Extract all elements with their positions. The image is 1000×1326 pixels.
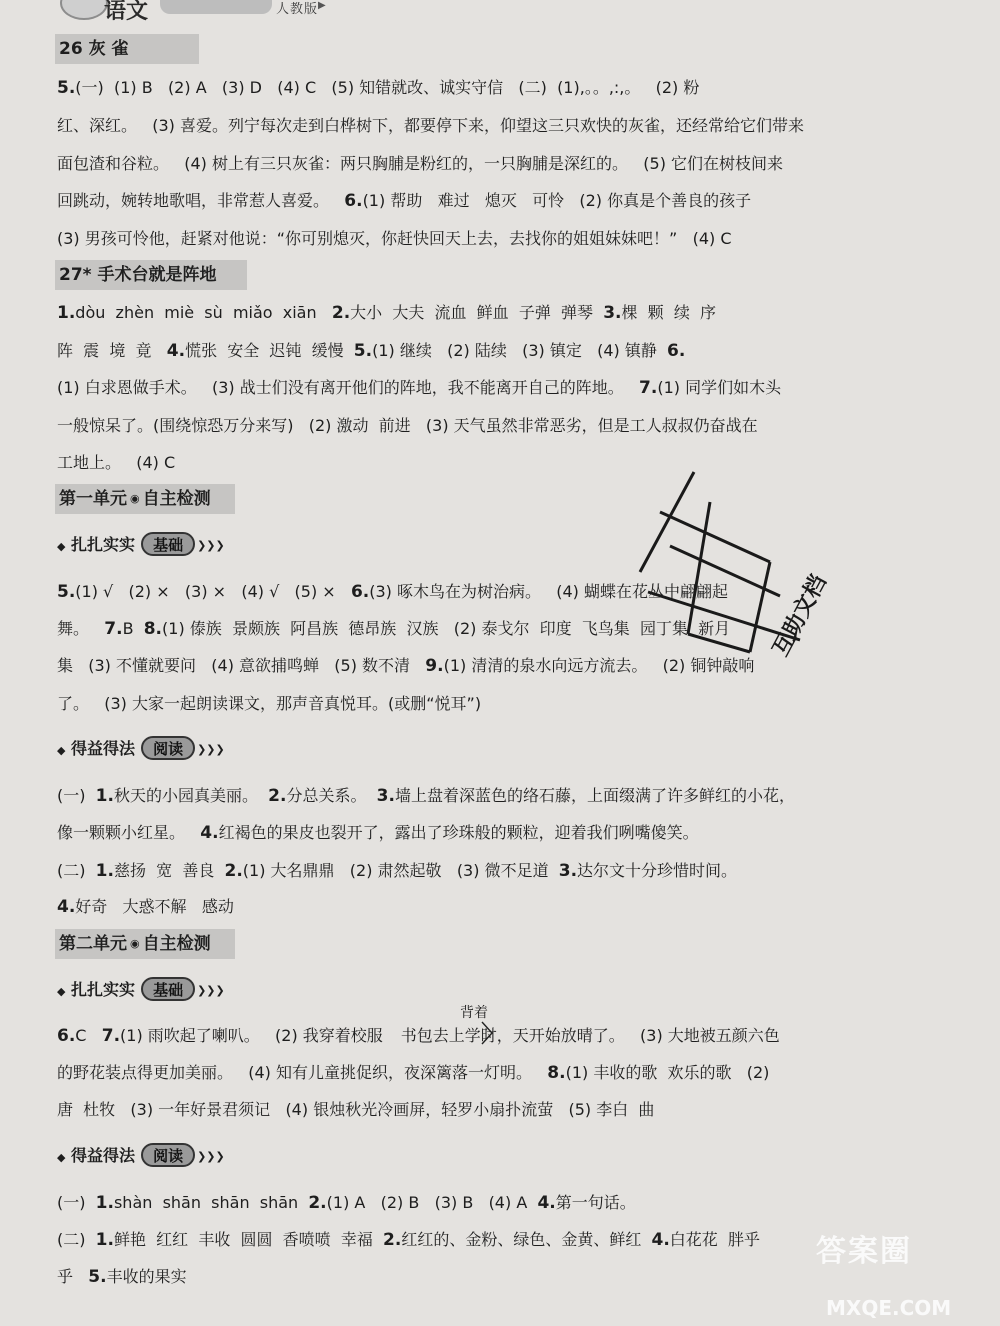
chevrons-icon: ❯❯❯: [197, 539, 225, 552]
watermark-logo: 答案圈: [816, 1234, 912, 1269]
answer-line: 5.(1) √ (2) × (3) × (4) √ (5) × 6.(3) 啄木鸟在为树治病。 (4) 蝴蝶在花丛中翩翩起: [57, 582, 729, 602]
section-title-unit-2: 第二单元 ◉ 自主检测: [55, 929, 235, 959]
answer-line: 1.dòu zhèn miè sù miǎo xiān 2.大小 大夫 流血 鲜血 子弹 弹琴 3.棵 颗 续 序: [57, 303, 717, 323]
answer-line: 6.C 7.(1) 雨吹起了喇叭。 (2) 我穿着校服 书包去上学时，天开始放晴了。 (3) 大地被五颜六色: [57, 1026, 780, 1046]
answer-line: 像一颗颗小红星。 4.红褐色的果皮也裂开了，露出了珍珠般的颗粒，迎着我们咧嘴傻笑。: [57, 823, 699, 843]
subject-title: 语文: [104, 0, 149, 24]
diamond-icon: ◆: [57, 985, 66, 998]
diamond-icon: ◆: [57, 744, 66, 757]
subsection-basic: ◆ 扎扎实实 基础 ❯❯❯: [57, 532, 225, 558]
page-header: [0, 0, 1000, 22]
chevrons-icon: ❯❯❯: [197, 743, 225, 756]
book-logo-icon: [60, 0, 108, 20]
diamond-icon: ◆: [57, 1151, 66, 1164]
answer-line: (二) 1.鲜艳 红红 丰收 圆圆 香喷喷 幸福 2.红红的、金粉、绿色、金黄、鲜红 4.白花花 胖乎: [57, 1230, 760, 1250]
answer-line: 集 (3) 不懂就要问 (4) 意欲捕鸣蝉 (5) 数不清 9.(1) 清清的泉水向远方流去。 (2) 铜钟敲响: [57, 656, 755, 676]
answer-line: (一) 1.shàn shān shān shān 2.(1) A (2) B (3) B (4) A 4.第一句话。: [57, 1193, 636, 1213]
answer-line: 红、深红。 (3) 喜爱。列宁每次走到白桦树下，都要停下来，仰望这三只欢快的灰雀，还经常给它们带来: [57, 116, 805, 135]
section-title-unit-1: 第一单元 ◉ 自主检测: [55, 484, 235, 514]
subsection-reading: ◆ 得益得法 阅读 ❯❯❯: [57, 1143, 225, 1169]
answer-line: (二) 1.慈扬 宽 善良 2.(1) 大名鼎鼎 (2) 肃然起敬 (3) 微不足道 3.达尔文十分珍惜时间。: [57, 861, 738, 881]
chevrons-icon: ❯❯❯: [197, 1150, 225, 1163]
section-title-26: 26 灰 雀: [55, 34, 199, 64]
edition-label: 人教版: [276, 2, 319, 17]
section-title-27: 27* 手术台就是阵地: [55, 260, 247, 290]
correction-note: 背着: [460, 1005, 488, 1021]
subsection-reading: ◆ 得益得法 阅读 ❯❯❯: [57, 736, 225, 762]
answer-line: 乎 5.丰收的果实: [57, 1267, 187, 1287]
answer-line: 5.(一) (1) B (2) A (3) D (4) C (5) 知错就改、诚实守信 (二) (1),。。,:,。 (2) 粉: [57, 78, 700, 98]
answer-line: 回跳动，婉转地歌唱，非常惹人喜爱。 6.(1) 帮助 难过 熄灭 可怜 (2) 你真是个善良的孩子: [57, 191, 752, 211]
answer-line: 唐 杜牧 (3) 一年好景君须记 (4) 银烛秋光冷画屏，轻罗小扇扑流萤 (5) 李白 曲: [57, 1100, 655, 1119]
answer-line: 4.好奇 大惑不解 感动: [57, 897, 234, 917]
diamond-icon: ◆: [57, 540, 66, 553]
arrow-right-icon: ▶: [318, 0, 326, 11]
answer-line: 面包渣和谷粒。 (4) 树上有三只灰雀：两只胸脯是粉红的，一只胸脯是深红的。 (5) 它们在树枝间来: [57, 154, 784, 173]
basic-badge: 基础: [141, 977, 195, 1001]
basic-badge: 基础: [141, 532, 195, 556]
answer-line: (3) 男孩可怜他，赶紧对他说：“你可别熄灭，你赶快回天上去，去找你的姐姐妹妹吧！” (4) C: [57, 229, 732, 248]
watermark-url: MXQE.COM: [826, 1296, 952, 1320]
grade-band: [160, 0, 272, 14]
answer-line: 的野花装点得更加美丽。 (4) 知有儿童挑促织，夜深篱落一灯明。 8.(1) 丰收的歌 欢乐的歌 (2): [57, 1063, 770, 1083]
answer-line: (1) 白求恩做手术。 (3) 战士们没有离开他们的阵地，我不能离开自己的阵地。 7.(1) 同学们如木头: [57, 378, 782, 398]
answer-line: 舞。 7.B 8.(1) 傣族 景颇族 阿昌族 德昂族 汉族 (2) 泰戈尔 印度 飞鸟集 园丁集 新月: [57, 619, 731, 639]
reading-badge: 阅读: [141, 736, 195, 760]
bullet-icon: ◉: [130, 492, 140, 505]
answer-line: (一) 1.秋天的小园真美丽。 2.分总关系。 3.墙上盘着深蓝色的络石藤，上面缀满了许多鲜红的小花，: [57, 786, 795, 806]
reading-badge: 阅读: [141, 1143, 195, 1167]
stamp-text: 互助文档: [768, 571, 832, 661]
answer-line: 了。 (3) 大家一起朗读课文，那声音真悦耳。(或删“悦耳”): [57, 694, 482, 713]
answer-line: 阵 震 境 竟 4.慌张 安全 迟钝 缓慢 5.(1) 继续 (2) 陆续 (3) 镇定 (4) 镇静 6.: [57, 341, 686, 361]
bullet-icon: ◉: [130, 937, 140, 950]
subsection-basic: ◆ 扎扎实实 基础 ❯❯❯: [57, 977, 225, 1003]
answer-line: 一般惊呆了。(围绕惊恐万分来写) (2) 激动 前进 (3) 天气虽然非常恶劣，但是工人叔叔仍奋战在: [57, 416, 758, 435]
chevrons-icon: ❯❯❯: [197, 984, 225, 997]
answer-line: 工地上。 (4) C: [57, 453, 176, 472]
